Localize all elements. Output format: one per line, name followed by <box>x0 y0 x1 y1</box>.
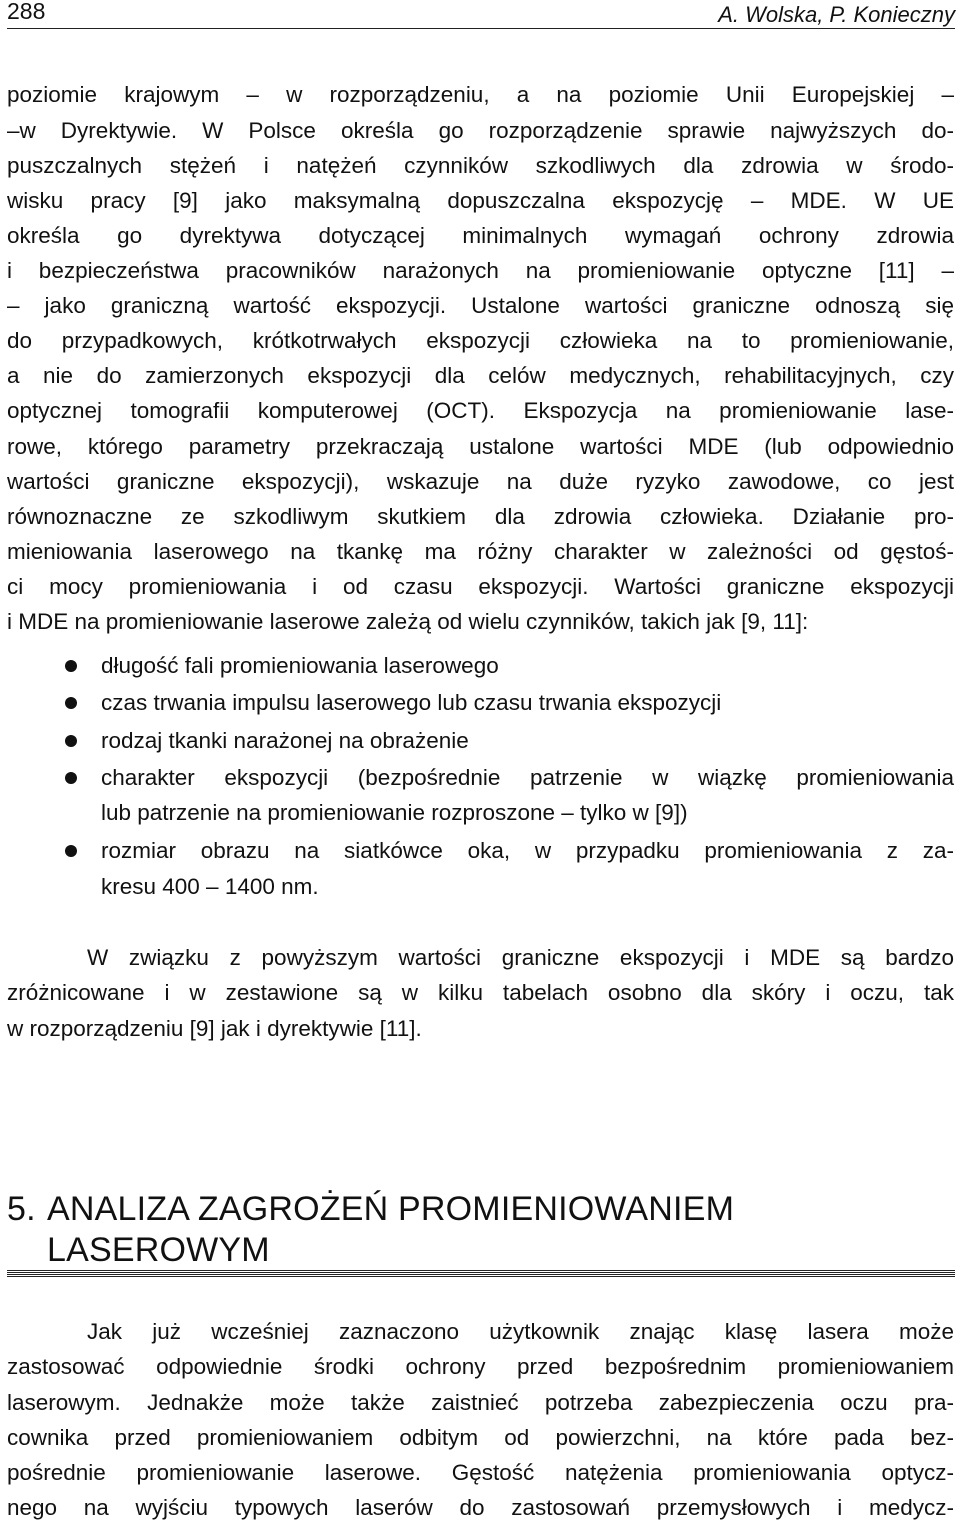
section-number: 5. <box>7 1190 36 1228</box>
paragraph-line: puszczalnych stężeń i natężeń czynników szkodliwych dla zdrowia w środo- <box>7 153 954 178</box>
paragraph-line: a nie do zamierzonych ekspozycji dla celów medycznych, rehabilitacyjnych, czy <box>7 363 954 388</box>
list-item-text: kresu 400 – 1400 nm. <box>101 874 319 899</box>
heading-rule <box>7 1270 955 1277</box>
section-title-line: LASEROWYM <box>47 1231 270 1269</box>
list-item-text: rozmiar obrazu na siatkówce oka, w przypadku promieniowania z za- <box>101 838 954 863</box>
paragraph-line: do przypadkowych, krótkotrwałych ekspozycji człowieka na to promieniowanie, <box>7 328 954 353</box>
paragraph-line: wartości graniczne ekspozycji), wskazuje na duże ryzyko zawodowe, co jest <box>7 469 954 494</box>
paragraph-line: ci mocy promieniowania i od czasu ekspozycji. Wartości graniczne ekspozycji <box>7 574 954 599</box>
paragraph-line: i bezpieczeństwa pracowników narażonych na promieniowanie optyczne [11] – <box>7 258 954 283</box>
paragraph-line: rowe, którego parametry przekraczają ustalone wartości MDE (lub odpowiednio <box>7 434 954 459</box>
paragraph-line: – jako graniczną wartość ekspozycji. Ustalone wartości graniczne odnoszą się <box>7 293 954 318</box>
bullet-icon <box>65 735 77 747</box>
paragraph-line: i MDE na promieniowanie laserowe zależą od wielu czynników, takich jak [9, 11]: <box>7 609 809 634</box>
paragraph-line: wisku pracy [9] jako maksymalną dopuszczalna ekspozycję – MDE. W UE <box>7 188 954 213</box>
paragraph-line: nego na wyjściu typowych laserów do zastosowań przemysłowych i medycz- <box>7 1495 954 1520</box>
list-item-text: lub patrzenie na promieniowanie rozproszone – tylko w [9]) <box>101 800 688 825</box>
paragraph-line: mieniowania laserowego na tkankę ma różny charakter w zależności od gęstoś- <box>7 539 954 564</box>
bullet-icon <box>65 660 77 672</box>
list-item-text: rodzaj tkanki narażonej na obrażenie <box>101 728 469 753</box>
list-item-text: czas trwania impulsu laserowego lub czasu trwania ekspozycji <box>101 690 722 715</box>
list-item-text: długość fali promieniowania laserowego <box>101 653 499 678</box>
section-title-line: ANALIZA ZAGROŻEŃ PROMIENIOWANIEM <box>47 1190 735 1228</box>
bullet-icon <box>65 845 77 857</box>
paragraph-line: pośrednie promieniowanie laserowe. Gęstość natężenia promieniowania optycz- <box>7 1460 954 1485</box>
paragraph-line: Jak już wcześniej zaznaczono użytkownik znając klasę lasera może <box>87 1319 954 1344</box>
page-number: 288 <box>7 0 46 24</box>
running-header-authors: A. Wolska, P. Konieczny <box>718 2 955 27</box>
paragraph-line: równoznaczne ze szkodliwym skutkiem dla zdrowia człowieka. Działanie pro- <box>7 504 954 529</box>
bullet-icon <box>65 772 77 784</box>
list-item-text: charakter ekspozycji (bezpośrednie patrzenie w wiązkę promieniowania <box>101 765 954 790</box>
bullet-icon <box>65 697 77 709</box>
paragraph-line: poziomie krajowym – w rozporządzeniu, a na poziomie Unii Europejskiej – <box>7 82 954 107</box>
paragraph-line: określa go dyrektywa dotyczącej minimalnych wymagań ochrony zdrowia <box>7 223 954 248</box>
paragraph-line: zróżnicowane i w zestawione są w kilku tabelach osobno dla skóry i oczu, tak <box>7 980 954 1005</box>
running-header <box>7 0 955 29</box>
paragraph-line: optycznej tomografii komputerowej (OCT). Ekspozycja na promieniowanie lase- <box>7 398 954 423</box>
paragraph-line: laserowym. Jednakże może także zaistnieć potrzeba zabezpieczenia oczu pra- <box>7 1390 954 1415</box>
paragraph-line: cownika przed promieniowaniem odbitym od powierzchni, na które pada bez- <box>7 1425 954 1450</box>
paragraph-line: w rozporządzeniu [9] jak i dyrektywie [11]. <box>7 1016 422 1041</box>
paragraph-line: –w Dyrektywie. W Polsce określa go rozporządzenie sprawie najwyższych do- <box>7 118 954 143</box>
paragraph-line: zastosować odpowiednie środki ochrony przed bezpośrednim promieniowaniem <box>7 1354 954 1379</box>
paragraph-line: W związku z powyższym wartości graniczne ekspozycji i MDE są bardzo <box>87 945 954 970</box>
